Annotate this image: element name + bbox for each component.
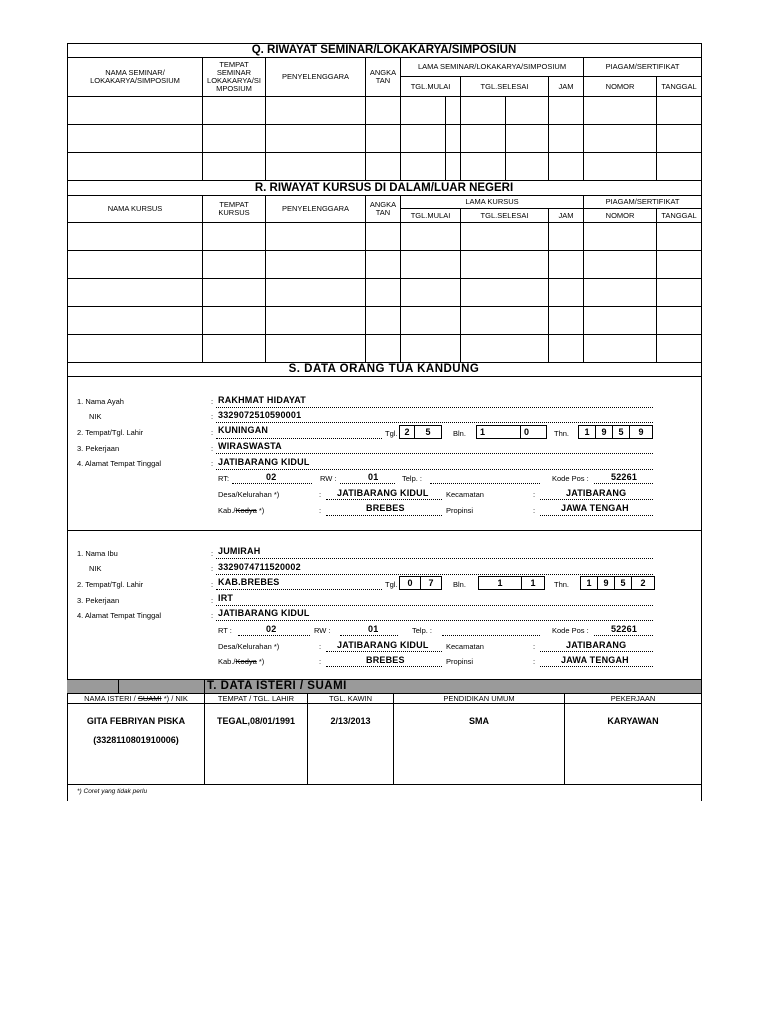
colon: : bbox=[533, 657, 536, 666]
label-telp: Telp. : bbox=[412, 626, 433, 635]
col-tempat-kursus: TEMPAT KURSUS bbox=[203, 196, 266, 223]
dotted-line bbox=[216, 453, 653, 454]
bln-digit: 1 bbox=[521, 576, 545, 590]
label-tgl: Tgl. bbox=[385, 429, 398, 438]
dotted-line bbox=[326, 515, 442, 516]
pasangan-table bbox=[67, 693, 702, 785]
kabupaten-value: BREBES bbox=[366, 655, 405, 665]
label-ttl-ibu: 2. Tempat/Tgl. Lahir bbox=[77, 580, 144, 589]
label-thn: Thn. bbox=[554, 580, 570, 589]
col-tanggal: TANGGAL bbox=[657, 209, 702, 223]
kodepos-value: 52261 bbox=[611, 624, 638, 634]
dotted-line bbox=[540, 515, 653, 516]
thn-digit: 9 bbox=[595, 425, 613, 439]
col-nomor: NOMOR bbox=[584, 77, 657, 97]
col-pendidikan: PENDIDIKAN UMUM bbox=[394, 694, 565, 704]
nik-pasangan-value: (3328110801910006) bbox=[93, 735, 179, 745]
dotted-line bbox=[216, 605, 653, 606]
tgl-digit: 7 bbox=[420, 576, 442, 590]
label-telp: Telp. : bbox=[402, 474, 423, 483]
section-t-title: T. DATA ISTERI / SUAMI bbox=[207, 680, 347, 692]
alamat-ayah-value: JATIBARANG KIDUL bbox=[218, 457, 310, 467]
alamat-ibu-value: JATIBARANG KIDUL bbox=[218, 608, 310, 618]
col-angkatan: ANGKA TAN bbox=[366, 196, 401, 223]
label-nik-ayah: NIK bbox=[89, 412, 102, 421]
label-kecamatan: Kecamatan bbox=[446, 642, 484, 651]
propinsi-value: JAWA TENGAH bbox=[561, 655, 629, 665]
label-thn: Thn. bbox=[554, 429, 570, 438]
tgl-kawin-value: 2/13/2013 bbox=[308, 704, 394, 785]
dotted-line bbox=[326, 499, 442, 500]
label-rt: RT : bbox=[218, 626, 232, 635]
dotted-line bbox=[540, 666, 653, 667]
colon: : bbox=[319, 490, 322, 499]
dotted-line bbox=[216, 574, 653, 575]
footnote: *) Coret yang tidak perlu bbox=[77, 788, 148, 795]
label-kab: Kab./Kodya *) bbox=[218, 657, 265, 666]
colon: : bbox=[211, 412, 214, 421]
label-desa: Desa/Kelurahan *) bbox=[218, 490, 280, 499]
bln-digit: 0 bbox=[520, 425, 547, 439]
dotted-line bbox=[594, 635, 653, 636]
col-tempat-seminar: TEMPAT SEMINAR LOKAKARYA/SI MPOSIUM bbox=[203, 58, 266, 97]
kodepos-value: 52261 bbox=[611, 472, 638, 482]
colon: : bbox=[211, 611, 214, 620]
bln-digit: 1 bbox=[478, 576, 522, 590]
label-nama-ibu: 1. Nama Ibu bbox=[77, 549, 118, 558]
label-kab: Kab./Kodya *) bbox=[218, 506, 265, 515]
dotted-line bbox=[594, 483, 653, 484]
tempat-lahir-ibu-value: KAB.BREBES bbox=[218, 577, 280, 587]
table-row bbox=[68, 307, 702, 335]
desa-value: JATIBARANG KIDUL bbox=[337, 640, 429, 650]
colon: : bbox=[211, 564, 214, 573]
colon: : bbox=[211, 596, 214, 605]
dotted-line bbox=[216, 407, 653, 408]
dotted-line bbox=[216, 438, 382, 439]
colon: : bbox=[319, 642, 322, 651]
colon: : bbox=[211, 549, 214, 558]
label-bln: Bln. bbox=[453, 580, 466, 589]
colon: : bbox=[533, 506, 536, 515]
divider bbox=[67, 530, 701, 531]
col-piagam: PIAGAM/SERTIFIKAT bbox=[584, 196, 702, 209]
thn-digit: 5 bbox=[614, 576, 632, 590]
section-t-header-bar bbox=[67, 679, 701, 694]
section-s-title: S. DATA ORANG TUA KANDUNG bbox=[67, 362, 701, 377]
table-row bbox=[68, 704, 702, 785]
col-penyelenggara: PENYELENGGARA bbox=[266, 58, 366, 97]
label-propinsi: Propinsi bbox=[446, 657, 474, 666]
col-lama-seminar: LAMA SEMINAR/LOKAKARYA/SIMPOSIUM bbox=[401, 58, 584, 77]
dotted-line bbox=[430, 483, 540, 484]
col-tgl-mulai: TGL.MULAI bbox=[401, 77, 461, 97]
thn-digit: 9 bbox=[629, 425, 653, 439]
colon: : bbox=[211, 428, 214, 437]
desa-value: JATIBARANG KIDUL bbox=[337, 488, 429, 498]
seminar-table bbox=[67, 57, 702, 181]
label-kodepos: Kode Pos : bbox=[552, 474, 589, 483]
dotted-line bbox=[238, 635, 310, 636]
thn-digit: 1 bbox=[578, 425, 596, 439]
tgl-digit: 2 bbox=[399, 425, 415, 439]
section-q-title: Q. RIWAYAT SEMINAR/LOKAKARYA/SIMPOSIUN bbox=[67, 43, 701, 58]
thn-digit: 9 bbox=[597, 576, 615, 590]
dotted-line bbox=[340, 483, 395, 484]
thn-digit: 1 bbox=[580, 576, 598, 590]
tempat-lahir-ayah-value: KUNINGAN bbox=[218, 425, 269, 435]
label-propinsi: Propinsi bbox=[446, 506, 474, 515]
col-tgl-kawin: TGL. KAWIN bbox=[308, 694, 394, 704]
rt-value: 02 bbox=[266, 624, 277, 634]
kecamatan-value: JATIBARANG bbox=[566, 640, 627, 650]
col-lama-kursus: LAMA KURSUS bbox=[401, 196, 584, 209]
divider bbox=[204, 680, 205, 693]
tgl-digit: 5 bbox=[414, 425, 442, 439]
col-nama-kursus: NAMA KURSUS bbox=[68, 196, 203, 223]
dotted-line bbox=[326, 651, 442, 652]
kecamatan-value: JATIBARANG bbox=[566, 488, 627, 498]
label-alamat-ayah: 4. Alamat Tempat Tinggal bbox=[77, 459, 162, 468]
label-kodepos: Kode Pos : bbox=[552, 626, 589, 635]
col-nomor: NOMOR bbox=[584, 209, 657, 223]
dotted-line bbox=[340, 635, 398, 636]
table-row bbox=[68, 223, 702, 251]
dotted-line bbox=[540, 499, 653, 500]
propinsi-value: JAWA TENGAH bbox=[561, 503, 629, 513]
col-jam: JAM bbox=[549, 209, 584, 223]
rw-value: 01 bbox=[368, 624, 379, 634]
dotted-line bbox=[232, 483, 312, 484]
label-nama-ayah: 1. Nama Ayah bbox=[77, 397, 124, 406]
dotted-line bbox=[216, 558, 653, 559]
pekerjaan-ibu-value: IRT bbox=[218, 593, 234, 603]
col-tanggal: TANGGAL bbox=[657, 77, 702, 97]
dotted-line bbox=[216, 469, 653, 470]
label-desa: Desa/Kelurahan *) bbox=[218, 642, 280, 651]
section-r-title: R. RIWAYAT KURSUS DI DALAM/LUAR NEGERI bbox=[67, 181, 701, 196]
rt-value: 02 bbox=[266, 472, 277, 482]
pendidikan-value: SMA bbox=[394, 704, 565, 785]
colon: : bbox=[211, 397, 214, 406]
kabupaten-value: BREBES bbox=[366, 503, 405, 513]
table-row bbox=[68, 335, 702, 363]
nama-ibu-value: JUMIRAH bbox=[218, 546, 261, 556]
dotted-line bbox=[326, 666, 442, 667]
colon: : bbox=[319, 506, 322, 515]
label-rw: RW : bbox=[320, 474, 337, 483]
label-pekerjaan-ayah: 3. Pekerjaan bbox=[77, 444, 120, 453]
table-row bbox=[68, 125, 702, 153]
col-tgl-mulai: TGL.MULAI bbox=[401, 209, 461, 223]
thn-digit: 5 bbox=[612, 425, 630, 439]
col-nama-pasangan: NAMA ISTERI / SUAMI *) / NIK bbox=[68, 694, 205, 704]
dotted-line bbox=[442, 635, 540, 636]
label-ttl-ayah: 2. Tempat/Tgl. Lahir bbox=[77, 428, 144, 437]
pekerjaan-ayah-value: WIRASWASTA bbox=[218, 441, 282, 451]
colon: : bbox=[211, 580, 214, 589]
nik-ibu-value: 3329074711520002 bbox=[218, 562, 301, 572]
ttl-pasangan-value: TEGAL,08/01/1991 bbox=[205, 704, 308, 785]
col-piagam: PIAGAM/SERTIFIKAT bbox=[584, 58, 702, 77]
col-ttl-pasangan: TEMPAT / TGL. LAHIR bbox=[205, 694, 308, 704]
label-bln: Bln. bbox=[453, 429, 466, 438]
table-row bbox=[68, 153, 702, 181]
label-pekerjaan-ibu: 3. Pekerjaan bbox=[77, 596, 120, 605]
label-nik-ibu: NIK bbox=[89, 564, 102, 573]
dotted-line bbox=[540, 651, 653, 652]
col-tgl-selesai: TGL.SELESAI bbox=[461, 77, 549, 97]
col-tgl-selesai: TGL.SELESAI bbox=[461, 209, 549, 223]
col-pekerjaan: PEKERJAAN bbox=[565, 694, 702, 704]
dotted-line bbox=[216, 589, 382, 590]
label-tgl: Tgl. bbox=[385, 580, 398, 589]
label-rt: RT: bbox=[218, 474, 230, 483]
table-row bbox=[68, 97, 702, 125]
nama-pasangan-cell bbox=[68, 704, 205, 785]
nik-ayah-value: 3329072510590001 bbox=[218, 410, 302, 420]
nama-ayah-value: RAKHMAT HIDAYAT bbox=[218, 395, 307, 405]
col-nama-seminar: NAMA SEMINAR/ LOKAKARYA/SIMPOSIUM bbox=[68, 58, 203, 97]
thn-digit: 2 bbox=[631, 576, 655, 590]
divider bbox=[118, 680, 119, 693]
colon: : bbox=[211, 459, 214, 468]
colon: : bbox=[533, 642, 536, 651]
table-row bbox=[68, 279, 702, 307]
dotted-line bbox=[216, 620, 653, 621]
table-row bbox=[68, 251, 702, 279]
col-angkatan: ANGKA TAN bbox=[366, 58, 401, 97]
pekerjaan-value: KARYAWAN bbox=[565, 704, 702, 785]
colon: : bbox=[211, 444, 214, 453]
nama-pasangan-value: GITA FEBRIYAN PISKA bbox=[86, 716, 186, 726]
bln-digit: 1 bbox=[476, 425, 521, 439]
kursus-table bbox=[67, 195, 702, 363]
col-penyelenggara: PENYELENGGARA bbox=[266, 196, 366, 223]
tgl-digit: 0 bbox=[399, 576, 421, 590]
label-alamat-ibu: 4. Alamat Tempat Tinggal bbox=[77, 611, 162, 620]
colon: : bbox=[533, 490, 536, 499]
label-kecamatan: Kecamatan bbox=[446, 490, 484, 499]
rw-value: 01 bbox=[368, 472, 379, 482]
col-jam: JAM bbox=[549, 77, 584, 97]
dotted-line bbox=[216, 422, 653, 423]
label-rw: RW : bbox=[314, 626, 331, 635]
colon: : bbox=[319, 657, 322, 666]
